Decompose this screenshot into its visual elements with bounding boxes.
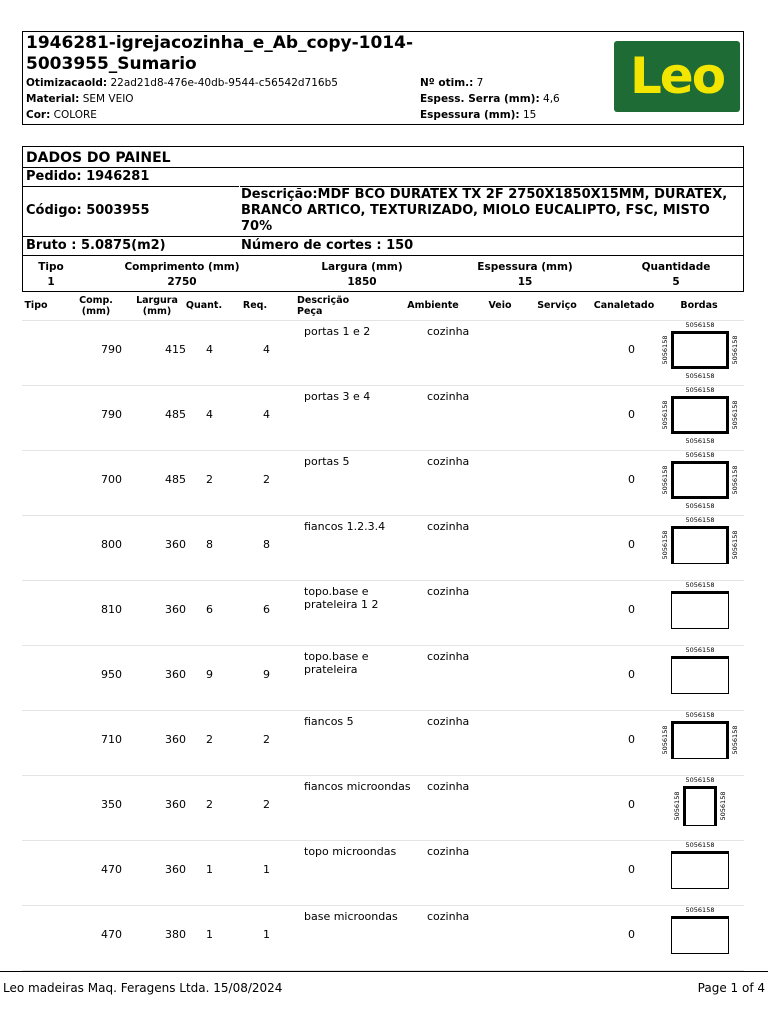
num-otim (420, 76, 483, 90)
cell-descricao: portas 3 e 4 (304, 390, 371, 403)
cor-label: Cor: (26, 109, 51, 121)
dims-header-comprimento: Comprimento (mm) (124, 261, 240, 273)
cell-req: 2 (263, 798, 270, 811)
edge-label-top: 5056158 (685, 321, 715, 329)
cell-largura: 360 (165, 538, 186, 551)
edge-banding-diagram (671, 721, 729, 759)
col-header-comp: Comp. (mm) (79, 295, 113, 317)
edge-label-left: 5056158 (661, 465, 669, 495)
footer-page-number: Page 1 of 4 (697, 981, 765, 995)
dims-header-tipo: Tipo (38, 261, 64, 273)
leo-logo (614, 41, 740, 112)
cell-quant: 9 (206, 668, 213, 681)
col-header-largura: Largura (mm) (136, 295, 178, 317)
cell-descricao: topo microondas (304, 845, 397, 858)
cell-descricao: portas 5 (304, 455, 350, 468)
edge-label-left: 5056158 (661, 400, 669, 430)
dims-value-comprimento: 2750 (167, 276, 197, 288)
espess-serra-value: 4,6 (543, 93, 560, 105)
cell-comp: 710 (101, 733, 122, 746)
cell-largura: 485 (165, 408, 186, 421)
cell-descricao: topo.base e prateleira 1 2 (304, 585, 379, 611)
edge-label-right: 5056158 (731, 335, 739, 365)
edge-label-right: 5056158 (731, 400, 739, 430)
cell-req: 4 (263, 343, 270, 356)
edge-label-bottom: 5056158 (685, 502, 715, 510)
edge-label-right: 5056158 (731, 725, 739, 755)
edge-label-left: 5056158 (661, 725, 669, 755)
cell-ambiente: cozinha (427, 390, 470, 403)
edge-banding-diagram (671, 591, 729, 629)
cell-ambiente: cozinha (427, 780, 470, 793)
edge-label-top: 5056158 (685, 711, 715, 719)
edge-banding-diagram (671, 461, 729, 499)
cell-ambiente: cozinha (427, 845, 470, 858)
edge-banding-diagram (683, 786, 717, 826)
dims-header-largura: Largura (mm) (321, 261, 403, 273)
cell-comp: 800 (101, 538, 122, 551)
cell-largura: 415 (165, 343, 186, 356)
cell-ambiente: cozinha (427, 325, 470, 338)
espess-serra-label: Espess. Serra (mm): (420, 93, 540, 105)
cell-quant: 2 (206, 798, 213, 811)
cell-quant: 6 (206, 603, 213, 616)
espessura (420, 108, 536, 122)
cell-req: 1 (263, 928, 270, 941)
col-header-req: Req. (242, 300, 268, 311)
col-header-quant: Quant. (185, 300, 223, 311)
dims-header-espessura: Espessura (mm) (477, 261, 573, 273)
otimizacao-id (26, 76, 338, 90)
cell-ambiente: cozinha (427, 585, 470, 598)
panel-data-box (22, 146, 744, 292)
cell-quant: 4 (206, 343, 213, 356)
cell-ambiente: cozinha (427, 520, 470, 533)
edge-banding-diagram (671, 656, 729, 694)
cell-canaletado: 0 (628, 928, 635, 941)
edge-label-right: 5056158 (731, 465, 739, 495)
col-header-ambiente: Ambiente (407, 300, 459, 311)
logo-text: Leo (629, 47, 725, 105)
edge-banding-diagram (671, 526, 729, 564)
cell-canaletado: 0 (628, 343, 635, 356)
cell-largura: 360 (165, 863, 186, 876)
dims-header-quantidade: Quantidade (641, 261, 711, 273)
col-header-servico: Serviço (537, 300, 577, 311)
cell-canaletado: 0 (628, 668, 635, 681)
edge-banding-diagram (671, 851, 729, 889)
material-label: Material: (26, 93, 80, 105)
col-header-canaletado: Canaletado (593, 300, 655, 311)
cell-comp: 790 (101, 408, 122, 421)
col-header-tipo: Tipo (24, 300, 48, 311)
cell-ambiente: cozinha (427, 910, 470, 923)
edge-label-bottom: 5056158 (685, 372, 715, 380)
cell-comp: 950 (101, 668, 122, 681)
cell-comp: 350 (101, 798, 122, 811)
cell-descricao: fiancos 1.2.3.4 (304, 520, 386, 533)
dims-value-tipo: 1 (47, 276, 55, 288)
edge-label-left: 5056158 (661, 530, 669, 560)
cell-comp: 470 (101, 863, 122, 876)
cell-canaletado: 0 (628, 473, 635, 486)
edge-label-top: 5056158 (685, 906, 715, 914)
material-value: SEM VEIO (82, 93, 134, 105)
edge-label-bottom: 5056158 (685, 437, 715, 445)
cell-largura: 485 (165, 473, 186, 486)
otimizacao-id-label: Otimizacaold: (26, 77, 108, 89)
edge-label-top: 5056158 (685, 581, 715, 589)
cell-ambiente: cozinha (427, 715, 470, 728)
cell-quant: 1 (206, 863, 213, 876)
edge-label-top: 5056158 (685, 646, 715, 654)
footer-company: Leo madeiras Maq. Feragens Ltda. 15/08/2024 (3, 981, 283, 995)
dims-value-quantidade: 5 (672, 276, 680, 288)
otimizacao-id-value: 22ad21d8-476e-40db-9544-c56542d716b5 (110, 77, 338, 89)
cell-descricao: portas 1 e 2 (304, 325, 371, 338)
bruto: Bruto : 5.0875(m2) (26, 238, 166, 253)
pedido: Pedido: 1946281 (26, 169, 150, 184)
cell-ambiente: cozinha (427, 455, 470, 468)
edge-label-right: 5056158 (719, 791, 727, 821)
cell-canaletado: 0 (628, 603, 635, 616)
descricao: Descrição:MDF BCO DURATEX TX 2F 2750X1850X15MM, DURATEX, BRANCO ARTICO, TEXTURIZADO, MIOLO EUCALIPTO, FSC, MISTO 70% (241, 187, 728, 234)
cell-canaletado: 0 (628, 798, 635, 811)
edge-label-top: 5056158 (685, 386, 715, 394)
cell-descricao: base microondas (304, 910, 398, 923)
cell-largura: 360 (165, 668, 186, 681)
cell-comp: 790 (101, 343, 122, 356)
cell-ambiente: cozinha (427, 650, 470, 663)
cell-quant: 4 (206, 408, 213, 421)
codigo: Código: 5003955 (26, 203, 150, 218)
num-otim-value: 7 (476, 77, 484, 89)
document-header (22, 31, 744, 125)
cell-descricao: fiancos microondas (304, 780, 411, 793)
cell-quant: 2 (206, 733, 213, 746)
cell-largura: 360 (165, 603, 186, 616)
col-header-veio: Veio (488, 300, 512, 311)
cell-req: 2 (263, 473, 270, 486)
numero-cortes: Número de cortes : 150 (241, 238, 414, 253)
edge-label-top: 5056158 (685, 516, 715, 524)
document-title: 1946281-igrejacozinha_e_Ab_copy-1014-5003955_Sumario (26, 33, 414, 74)
cell-largura: 360 (165, 733, 186, 746)
col-header-bordas: Bordas (680, 300, 718, 311)
cor (26, 108, 97, 122)
cell-comp: 810 (101, 603, 122, 616)
cor-value: COLORE (53, 109, 97, 121)
edge-banding-diagram (671, 916, 729, 954)
cell-canaletado: 0 (628, 733, 635, 746)
cell-canaletado: 0 (628, 408, 635, 421)
edge-banding-diagram (671, 331, 729, 369)
edge-label-top: 5056158 (685, 776, 715, 784)
edge-label-top: 5056158 (685, 451, 715, 459)
edge-label-top: 5056158 (685, 841, 715, 849)
panel-title: DADOS DO PAINEL (26, 150, 171, 166)
cell-req: 2 (263, 733, 270, 746)
cell-quant: 1 (206, 928, 213, 941)
espessura-value: 15 (522, 109, 537, 121)
num-otim-label: Nº otim.: (420, 77, 474, 89)
cell-quant: 8 (206, 538, 213, 551)
cell-quant: 2 (206, 473, 213, 486)
cell-canaletado: 0 (628, 863, 635, 876)
cell-largura: 360 (165, 798, 186, 811)
espess-serra (420, 92, 560, 106)
cell-req: 8 (263, 538, 270, 551)
cell-largura: 380 (165, 928, 186, 941)
cell-comp: 700 (101, 473, 122, 486)
cell-canaletado: 0 (628, 538, 635, 551)
dims-value-largura: 1850 (347, 276, 377, 288)
cell-req: 9 (263, 668, 270, 681)
cell-req: 1 (263, 863, 270, 876)
edge-label-left: 5056158 (673, 791, 681, 821)
material (26, 92, 134, 106)
dims-value-espessura: 15 (517, 276, 533, 288)
cell-comp: 470 (101, 928, 122, 941)
cell-descricao: fiancos 5 (304, 715, 354, 728)
edge-banding-diagram (671, 396, 729, 434)
espessura-label: Espessura (mm): (420, 109, 520, 121)
edge-label-right: 5056158 (731, 530, 739, 560)
cell-descricao: topo.base e prateleira (304, 650, 369, 676)
cell-req: 4 (263, 408, 270, 421)
col-header-descricao: Descrição Peça (297, 295, 350, 317)
cell-req: 6 (263, 603, 270, 616)
edge-label-left: 5056158 (661, 335, 669, 365)
